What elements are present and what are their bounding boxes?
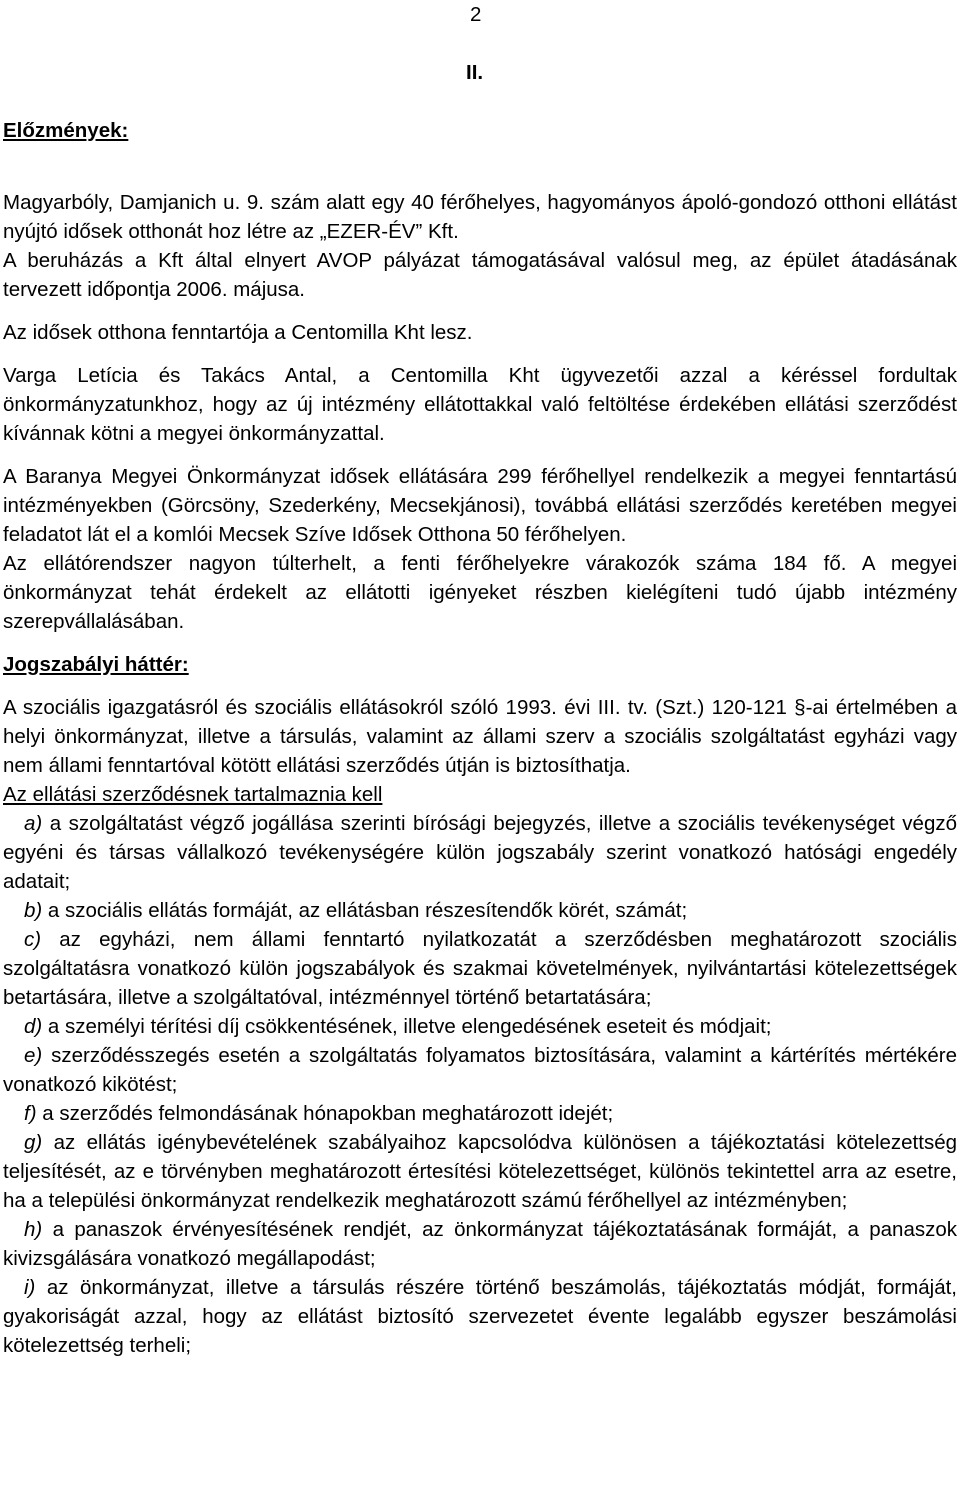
heading-legal: Jogszabályi háttér:	[3, 653, 189, 676]
list-item	[3, 1215, 957, 1273]
page-number: 2	[470, 3, 482, 26]
paragraph-legal-2: Az ellátási szerződésnek tartalmaznia kell	[3, 783, 383, 806]
list-item-label: g)	[24, 1131, 43, 1154]
list-item-text: az ellátás igénybevételének szabályaihoz kapcsolódva különösen a tájékoztatási kötelezettség teljesítését, az e törvényben meghatározott értesítési kötelezettséget, különös tekintettel arra az esetre, ha a települési önkormányzat rendelkezik meghatározott számú férőhellyel az intézményben;	[3, 1131, 957, 1212]
paragraph-previous-4: Varga Letícia és Takács Antal, a Centomilla Kht ügyvezetői azzal a kéréssel fordultak önkormányzatunkhoz, hogy az új intézmény ellátottakkal való feltöltése érdekében ellátási szerződést kívánnak kötni a megyei önkormányzattal.	[3, 364, 957, 445]
list-item-label: h)	[24, 1218, 43, 1241]
list-item-text: a szolgáltatást végző jogállása szerinti bírósági bejegyzés, illetve a szociális tevékenységet végző egyéni és társas vállalkozó tevékenységére külön jogszabály szerint vonatkozó hatósági engedély adatait;	[3, 812, 957, 893]
list-item-label: i)	[24, 1276, 36, 1299]
list-item-text: szerződésszegés esetén a szolgáltatás folyamatos biztosítására, valamint a kártérítés mértékére vonatkozó kikötést;	[3, 1044, 957, 1096]
paragraph-previous-1: Magyarbóly, Damjanich u. 9. szám alatt egy 40 férőhelyes, hagyományos ápoló-gondozó otthoni ellátást nyújtó idősek otthonát hoz létre az „EZER-ÉV” Kft.	[3, 191, 957, 243]
paragraph-previous-5: A Baranya Megyei Önkormányzat idősek ellátására 299 férőhellyel rendelkezik a megyei fenntartású intézményekben (Görcsöny, Szederkény, Mecsekjánosi), továbbá ellátási szerződés keretében megyei feladatot lát el a komlói Mecsek Szíve Idősek Otthona 50 férőhelyen.	[3, 465, 957, 546]
list-item	[3, 1099, 957, 1128]
list-item-label: c)	[24, 928, 42, 951]
list-item-text: a panaszok érvényesítésének rendjét, az önkormányzat tájékoztatásának formáját, a panaszok kivizsgálására vonatkozó megállapodást;	[3, 1218, 957, 1270]
list-item	[3, 809, 957, 896]
list-item-text: a szociális ellátás formáját, az ellátásban részesítendők körét, számát;	[42, 899, 688, 922]
list-item	[3, 925, 957, 1012]
list-item	[3, 1012, 957, 1041]
list-item-label: f)	[24, 1102, 37, 1125]
list-item-text: az önkormányzat, illetve a társulás részére történő beszámolás, tájékoztatás módját, formáját, gyakoriságát azzal, hogy az ellátást biztosító szervezetet évente legalább egyszer beszámolási kötelezettség terheli;	[3, 1276, 957, 1357]
list-item	[3, 896, 957, 925]
list-item-text: az egyházi, nem állami fenntartó nyilatkozatát a szerződésben meghatározott szociális szolgáltatásra vonatkozó külön jogszabályok és szakmai követelmények, nyilvántartási kötelezettségek betartására, illetve a szolgáltatóval, intézménnyel történő betartatására;	[3, 928, 957, 1009]
legal-items-list	[3, 809, 957, 1360]
list-item-label: d)	[24, 1015, 43, 1038]
paragraph-previous-2: A beruházás a Kft által elnyert AVOP pályázat támogatásával valósul meg, az épület átadásának tervezett időpontja 2006. májusa.	[3, 249, 957, 301]
list-item	[3, 1273, 957, 1360]
list-item	[3, 1041, 957, 1099]
heading-previous: Előzmények:	[3, 119, 129, 142]
list-item-label: a)	[24, 812, 43, 835]
list-item-label: b)	[24, 899, 43, 922]
list-item-text: a személyi térítési díj csökkentésének, illetve elengedésének eseteit és módjait;	[42, 1015, 772, 1038]
paragraph-previous-3: Az idősek otthona fenntartója a Centomilla Kht lesz.	[3, 321, 473, 344]
paragraph-legal-1: A szociális igazgatásról és szociális ellátásokról szóló 1993. évi III. tv. (Szt.) 120-121 §-ai értelmében a helyi önkormányzat, illetve a társulás, valamint az állami szerv a szociális szolgáltatást egyházi vagy nem állami fenntartóval kötött ellátási szerződés útján is biztosíthatja.	[3, 696, 957, 777]
paragraph-previous-6: Az ellátórendszer nagyon túlterhelt, a fenti férőhelyekre várakozók száma 184 fő. A megyei önkormányzat tehát érdekelt az ellátotti igényeket részben kielégíteni tudó újabb intézmény szerepvállalásában.	[3, 552, 957, 633]
list-item-text: a szerződés felmondásának hónapokban meghatározott idejét;	[36, 1102, 614, 1125]
list-item-label: e)	[24, 1044, 43, 1067]
document-body	[3, 116, 957, 1360]
list-item	[3, 1128, 957, 1215]
section-number: II.	[466, 61, 484, 84]
